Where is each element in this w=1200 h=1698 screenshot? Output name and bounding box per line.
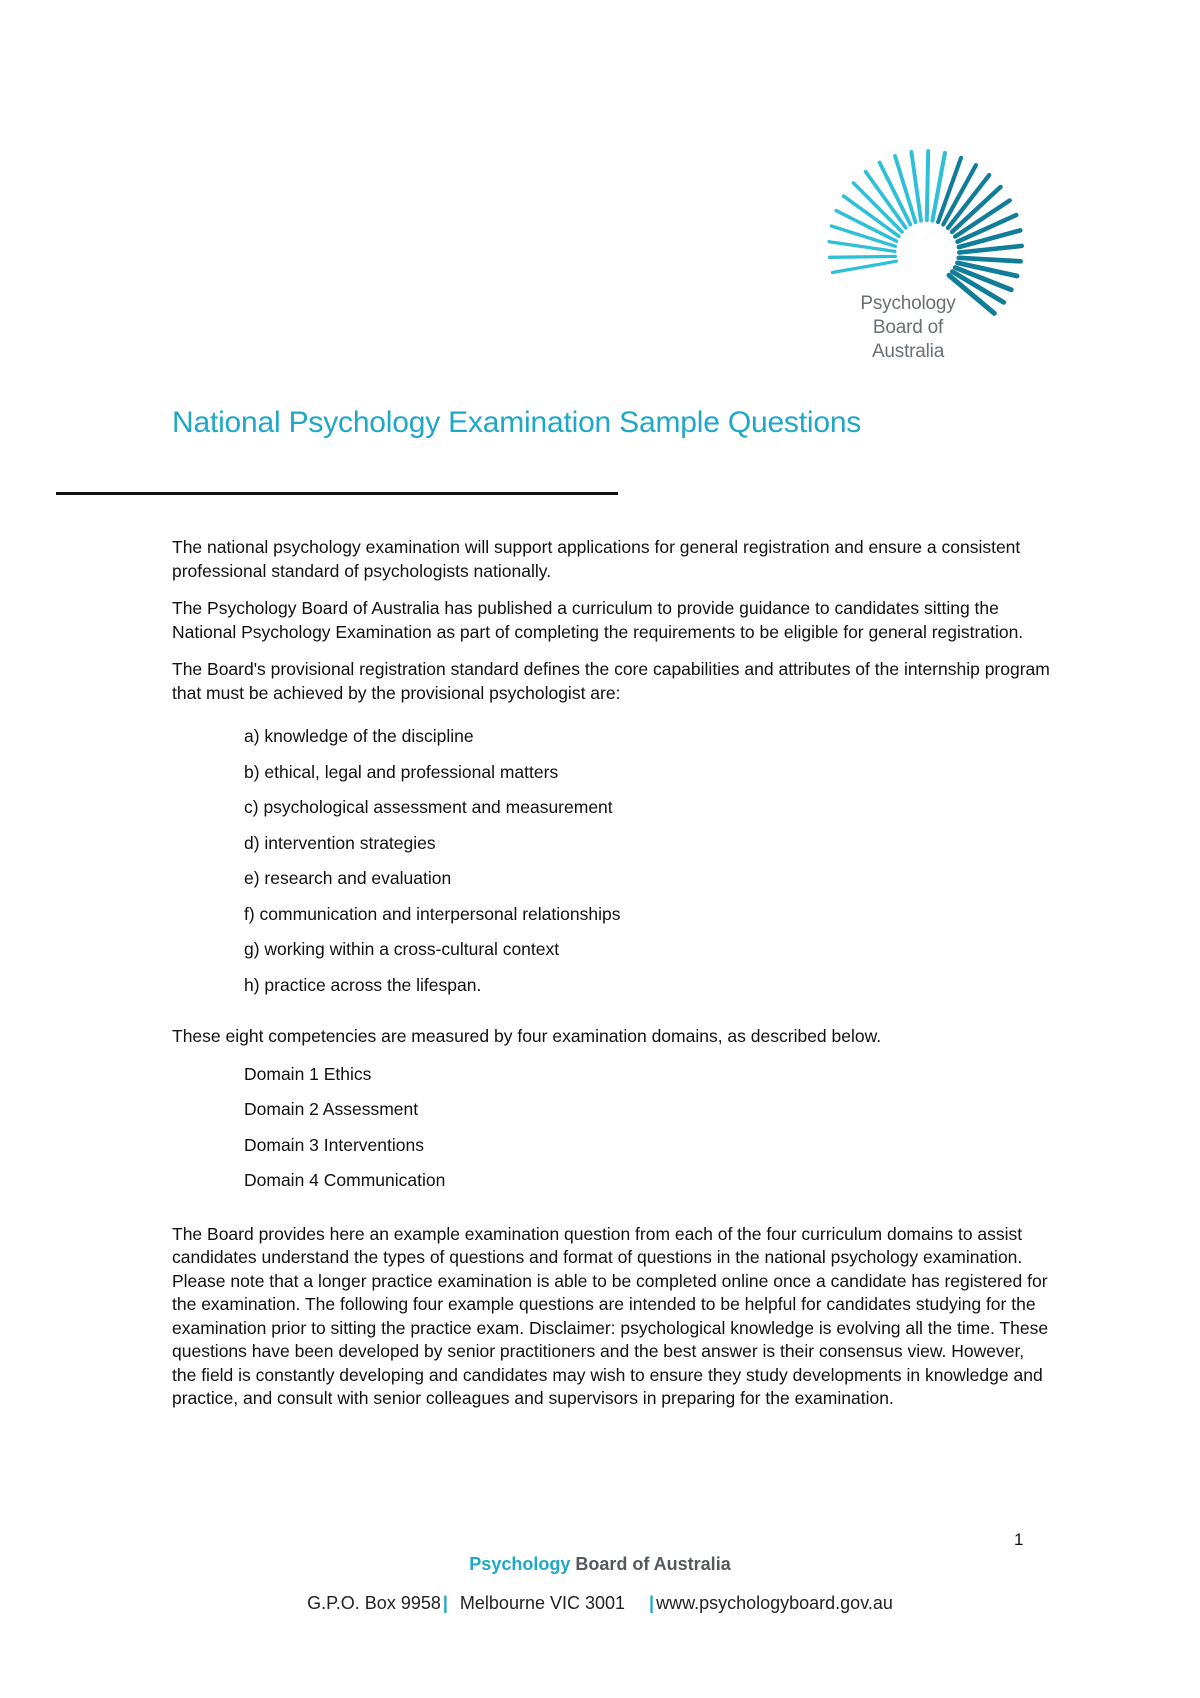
capability-item: d) intervention strategies	[244, 832, 436, 853]
footer-separator: |	[442, 1593, 448, 1613]
domain-item: Domain 2 Assessment	[244, 1099, 419, 1119]
capability-item: g) working within a cross-cultural context	[244, 939, 560, 959]
footer-org-rest: Board of Australia	[575, 1554, 731, 1574]
logo-line-board-of: Board of	[872, 317, 944, 338]
logo-line-australia: Australia	[871, 341, 945, 362]
capability-item: h) practice across the lifespan.	[244, 974, 482, 995]
intro-paragraph-2: The Psychology Board of Australia has published a curriculum to provide guidance to candidates sitting the National Psychology Examination as part of completing the requirements to be eligible for general registration.	[172, 598, 1024, 642]
footer-city: Melbourne VIC 3001	[459, 1593, 626, 1613]
logo-ray	[959, 246, 1021, 253]
capability-item: f) communication and interpersonal relationships	[244, 903, 621, 924]
logo-ray	[959, 258, 1021, 262]
intro-paragraph-1: The national psychology examination will support applications for general registration and ensure a consistent professional standard of psychologists nationally.	[172, 537, 1021, 581]
footer-website-link[interactable]: www.psychologyboard.gov.au	[656, 1593, 893, 1613]
footer-po-box: G.P.O. Box 9958	[307, 1593, 441, 1613]
logo-line-psychology: Psychology	[860, 293, 956, 314]
intro-paragraph-3: The Board's provisional registration standard defines the core capabilities and attributes of the internship program that must be achieved by the provisional psychologist are:	[172, 659, 1050, 703]
closing-paragraph: The Board provides here an example examination question from each of the four curriculum domains to assist candidates understand the types of questions and format of questions in the national psychology examination. Please note that a longer practice examination is able to be completed online once a candidate has registered for the examination. The following four example questions are intended to be helpful for candidates studying for the examination prior to sitting the practice exam. Disclaimer: psychological knowledge is evolving all the time. These questions have been developed by senior practitioners and the best answer is their consensus view. However, the field is constantly developing and candidates may wish to ensure they study developments in knowledge and practice, and consult with senior colleagues and supervisors in preparing for the examination.	[172, 1223, 1049, 1408]
logo-ray	[830, 256, 896, 257]
logo-ray	[832, 261, 896, 272]
domain-item: Domain 1 Ethics	[244, 1063, 372, 1084]
capability-item: e) research and evaluation	[244, 868, 452, 888]
domain-item: Domain 3 Interventions	[244, 1134, 424, 1155]
board-logo	[808, 138, 1028, 368]
capability-item: b) ethical, legal and professional matters	[244, 761, 559, 782]
domain-item: Domain 4 Communication	[244, 1170, 446, 1190]
page-number: 1	[1014, 1530, 1024, 1549]
footer-org-accent: Psychology	[469, 1554, 571, 1574]
footer-organisation	[0, 1554, 1200, 1575]
capability-item: a) knowledge of the discipline	[244, 726, 474, 746]
logo-ray	[927, 151, 928, 220]
capability-item: c) psychological assessment and measurement	[244, 797, 613, 817]
document-body	[172, 536, 1052, 1425]
logo-wordmark	[848, 292, 968, 364]
title-divider	[56, 492, 618, 495]
domains-list	[244, 1063, 1052, 1193]
footer-separator: |	[649, 1593, 655, 1613]
capabilities-list	[244, 725, 1052, 997]
page-title: National Psychology Examination Sample Questions	[172, 406, 862, 439]
footer-address	[0, 1593, 1200, 1614]
domains-intro: These eight competencies are measured by four examination domains, as described below.	[172, 1026, 882, 1046]
